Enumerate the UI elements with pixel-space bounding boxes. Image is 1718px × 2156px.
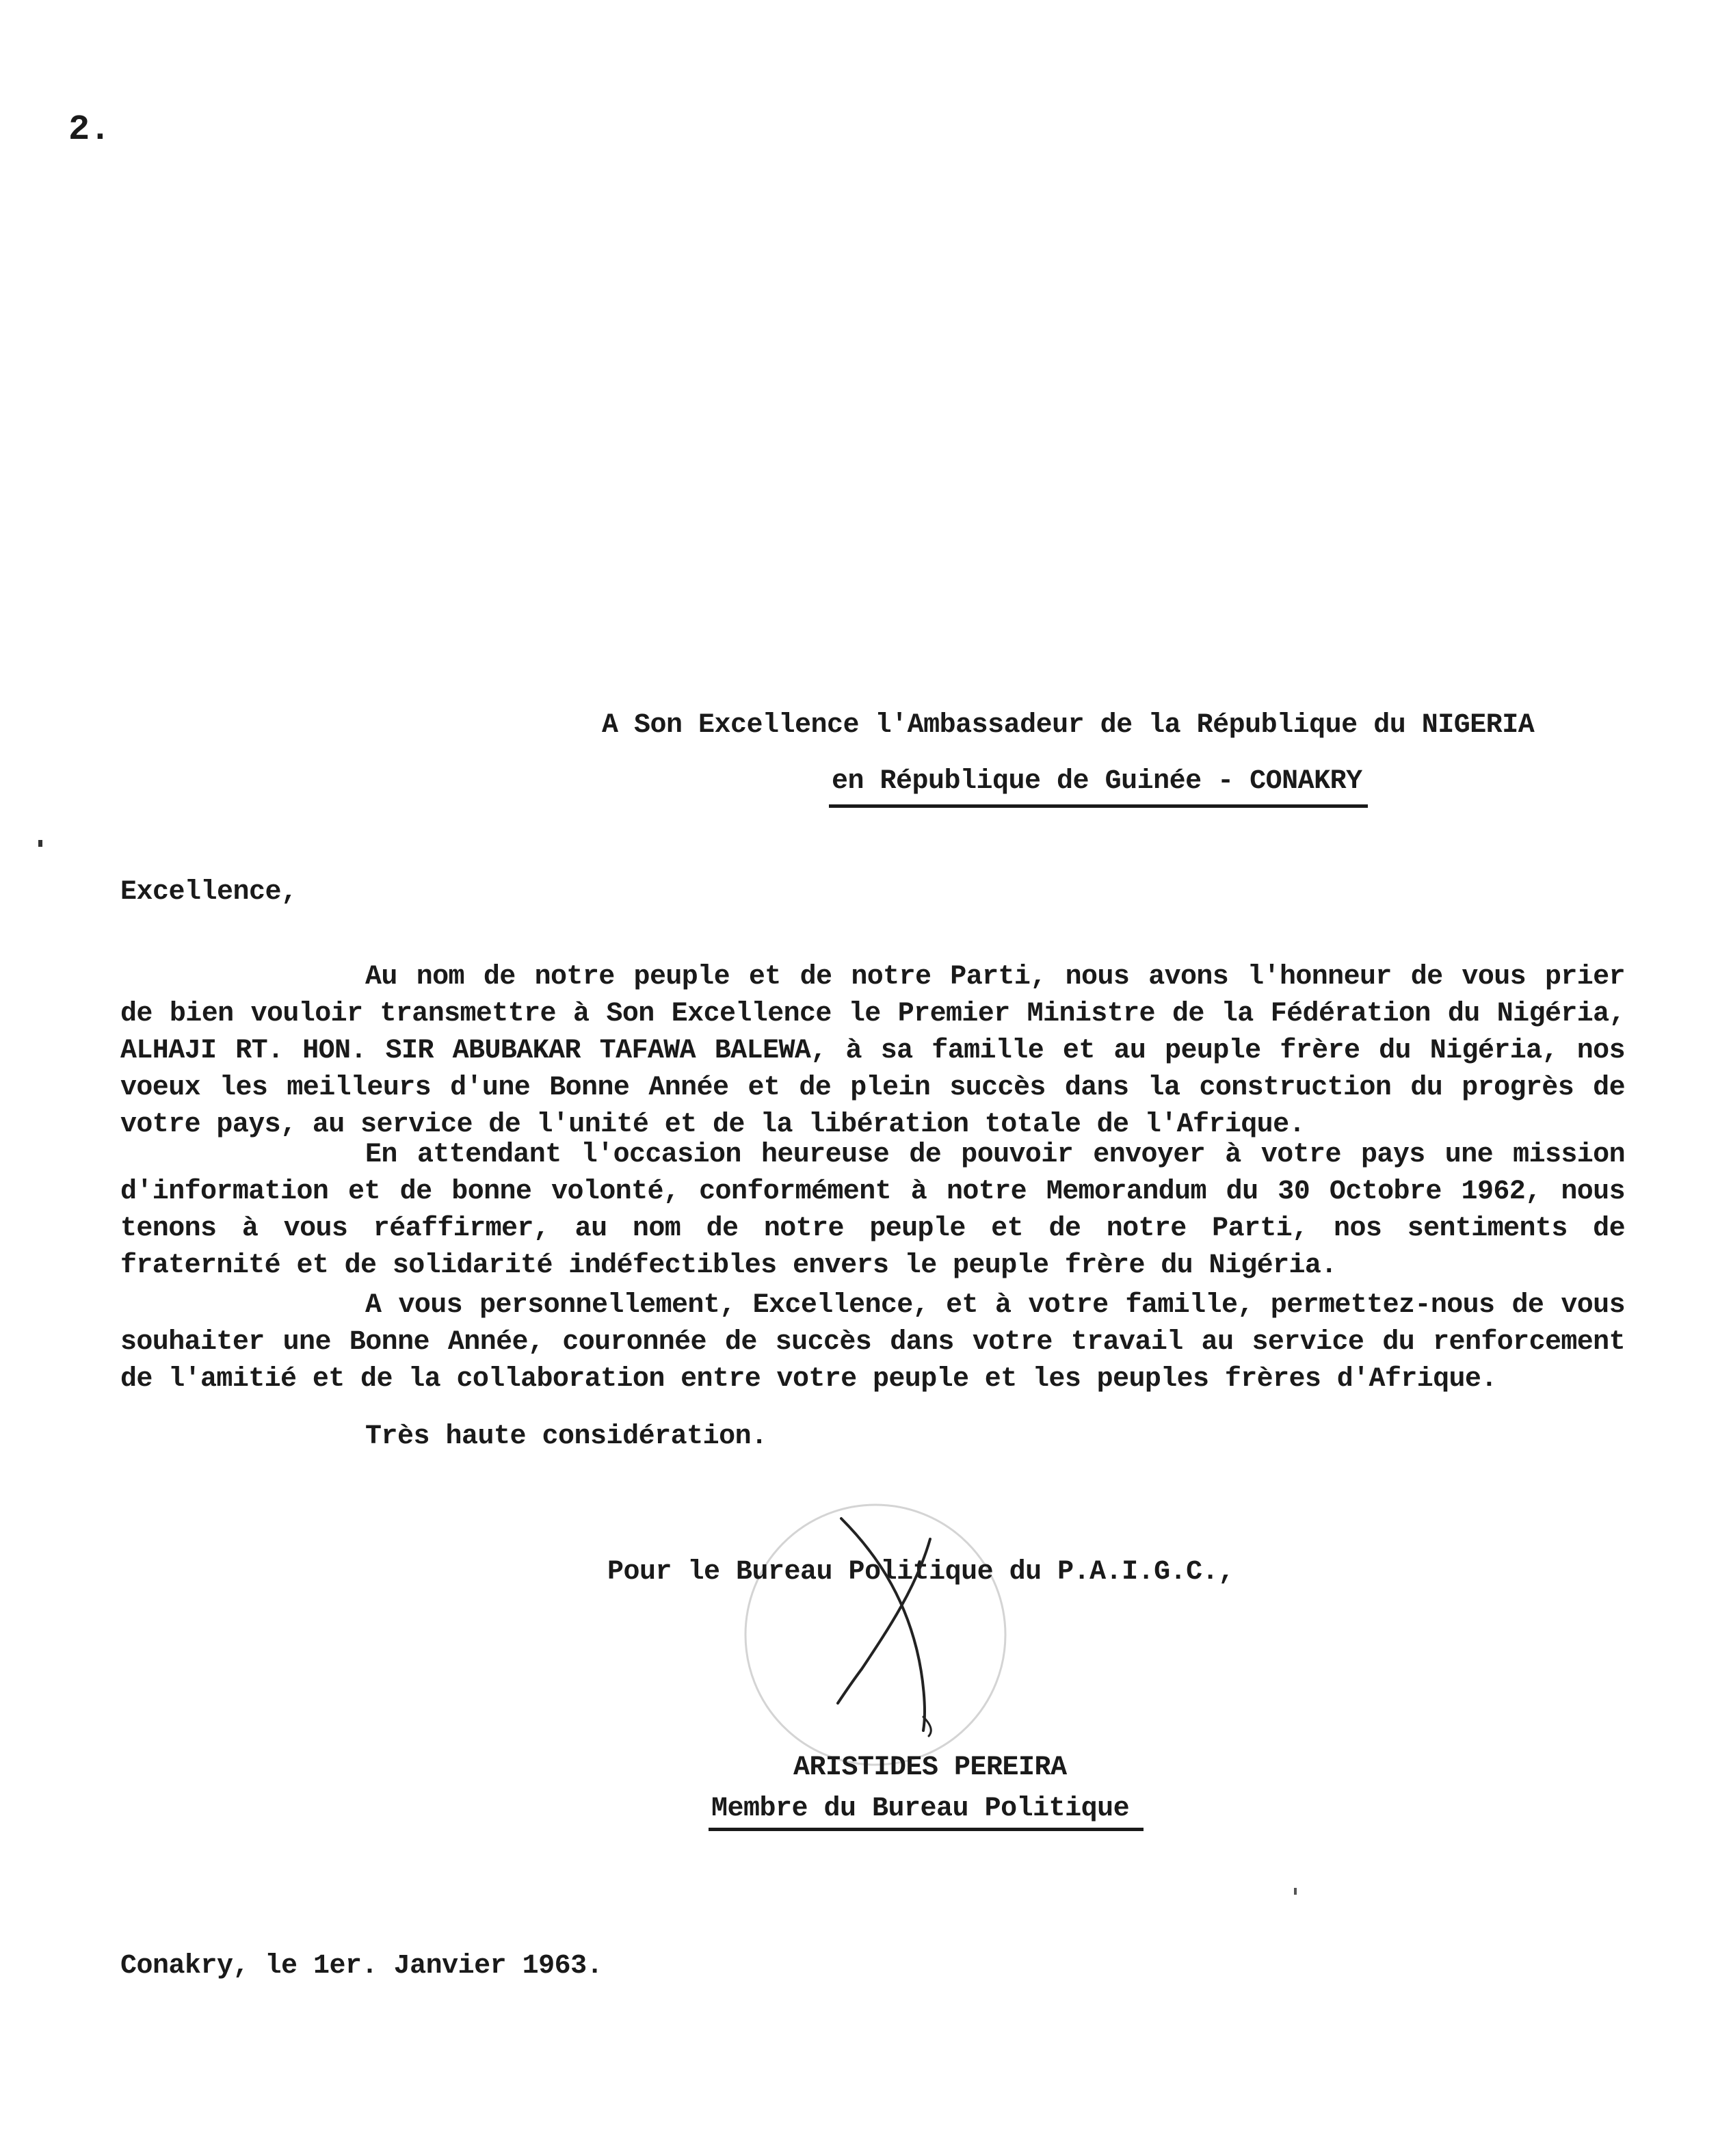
signer-name: ARISTIDES PEREIRA [793,1752,1067,1783]
paragraph-1-text: Au nom de notre peuple et de notre Parti, nous avons l'honneur de vous prier de bien vouloir transmettre à Son Excellence le Premier Ministre de la Fédération du Nigéria, ALHAJI RT. HON. SIR ABUBAKAR TAFAWA BALEWA, à sa famille et au peuple frère du Nigéria, nos voeux les meilleurs d'une Bonne Année et de plein succès dans la construction du progrès de votre pays, au service de l'unité et de la libération totale de l'Afrique. [120,962,1625,1140]
addressee-underline [829,804,1368,808]
paragraph-3-text: A vous personnellement, Excellence, et à votre famille, permettez-nous de vous souhaiter une Bonne Année, couronnée de succès dans votre travail au service du renforcement de l'amitié et de la collaboration entre votre peuple et les peuples frères d'Afrique. [120,1290,1625,1395]
paragraph-1 [120,959,1625,1144]
closing-line: Très haute considération. [365,1421,767,1452]
page-number: 2. [68,109,111,150]
date-line: Conakry, le 1er. Janvier 1963. [120,1951,603,1982]
paragraph-2-text: En attendant l'occasion heureuse de pouvoir envoyer à votre pays une mission d'information et de bonne volonté, conformément à notre Memorandum du 30 Octobre 1962, nous tenons à vous réaffirmer, au nom de notre peuple et de notre Parti, nos sentiments de fraternité et de solidarité indéfectibles envers le peuple frère du Nigéria. [120,1140,1625,1281]
stray-dot [1294,1888,1297,1895]
signer-title: Membre du Bureau Politique [711,1793,1130,1824]
signer-title-underline [709,1828,1144,1831]
handwritten-signature [814,1512,992,1737]
on-behalf-line: Pour le Bureau Politique du P.A.I.G.C., [607,1557,1234,1588]
addressee-line-1: A Son Excellence l'Ambassadeur de la République du NIGERIA [602,710,1535,741]
addressee-line-2: en République de Guinée - CONAKRY [832,766,1362,797]
salutation: Excellence, [120,877,298,908]
stray-ink-mark [38,840,42,847]
paragraph-2 [120,1137,1625,1285]
paragraph-3 [120,1287,1625,1398]
